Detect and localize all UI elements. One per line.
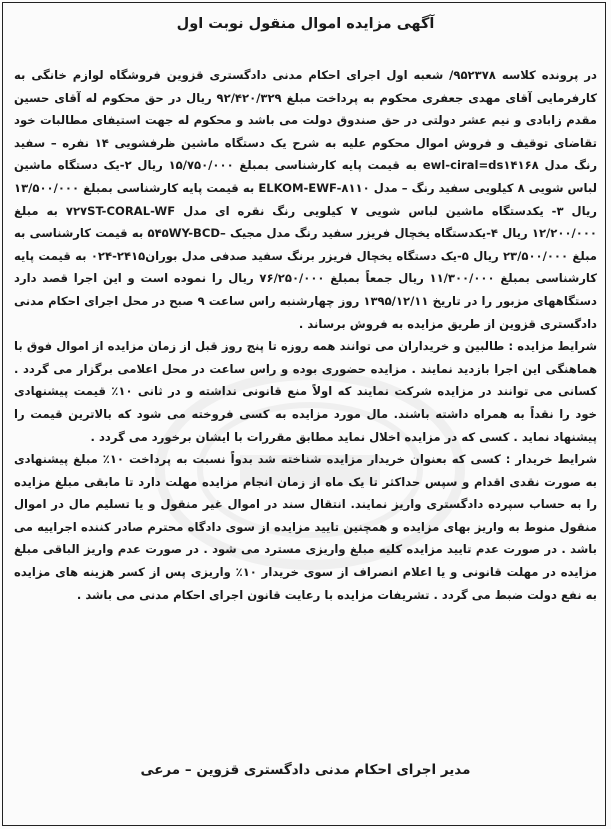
- notice-paragraph-auction-terms: شرایط مزایده : طالبین و خریداران می توانند همه روزه تا پنج روز قبل از زمان مزایده از اموال فوق با هماهنگی این اجرا بازدید نمایند . مزایده حضوری بوده و راس ساعت در محل اعلامی برگزار می گردد . کسانی می توانند در مزایده شرکت نمایند که اولاً منع قانونی نداشته و در ثانی ۱۰٪ قیمت پیشنهادی خود را نقداً به همراه داشته باشند. مال مورد مزایده به کسی فروخته می شود که بالاترین قیمت را پیشنهاد نماید . کسی که در مزایده اخلال نماید مطابق مقررات با ایشان برخورد می گردد .: [14, 339, 597, 444]
- notice-paragraph-case: در پرونده کلاسه ۹۵۲۳۷۸/ شعبه اول اجرای احکام مدنی دادگستری قزوین فروشگاه لوازم خانگی به کارفرمایی آقای مهدی جعفری محکوم به پرداخت مبلغ ۹۲/۴۲۰/۳۲۹ ریال در حق محکوم له آقای حسین مقدم زابادی و نیم عشر دولتی در حق صندوق دولت می باشد و محکوم له جهت استیفای مطالبات خود تقاضای توقیف و فروش اموال محکوم علیه به شرح یک دستگاه ماشین ظرفشویی ۱۴ نفره – سفید رنگ مدل ewl-ciral=ds۱۴۱۶۸ به قیمت پایه کارشناسی بمبلغ ۱۵/۷۵۰/۰۰۰ ریال ۲-یک دستگاه ماشین لباس شویی ۸ کیلویی سفید رنگ – مدل ELKOM-EWF-۸۱۱۰ به قیمت پایه کارشناسی بمبلغ ۱۳/۵۰۰/۰۰۰ ریال ۳- یکدستگاه ماشین لباس شویی ۷ کیلویی رنگ نقره ای مدل ۷۲۷ST-CORAL-WF به مبلغ ۱۲/۲۰۰/۰۰۰ ریال ۴-یکدستگاه یخچال فریزر سفید رنگ مدل مجیک –۵۴۵WY-BCD به قیمت کارشناسی به مبلغ ۲۳/۵۰۰/۰۰۰ ریال ۵-یک دستگاه یخچال فریزر برنگ سفید صدفی مدل بوران۲۴۱۵-۰۲۴ به قیمت پایه کارشناسی بمبلغ ۱۱/۳۰۰/۰۰۰ ریال جمعاً بمبلغ ۷۶/۲۵۰/۰۰۰ ریال را نموده است و این اجرا قصد دارد دستگاههای مزبور را در تاریخ ۱۳۹۵/۱۲/۱۱ روز چهارشنبه راس ساعت ۹ صبح در محل اجرای احکام مدنی دادگستری قزوین از طریق مزایده به فروش برساند .: [14, 68, 598, 331]
- notice-title: آگهی مزایده اموال منقول نوبت اول: [176, 16, 435, 32]
- notice-paragraph-buyer-terms: شرایط خریدار : کسی که بعنوان خریدار مزایده شناخته شد بدواً نسبت به پرداخت ۱۰٪ مبلغ پیشنهادی به صورت نقدی اقدام و سپس حداکثر تا یک ماه از زمان انجام مزایده مهلت دارد تا مابقی مبلغ مزایده را به حساب سپرده دادگستری واریز نمایند. انتقال سند در اموال غیر منقول و یا تسلیم مال در اموال منقول منوط به واریز بهای مزایده و همچنین تایید مزایده از سوی دادگاه محترم صادر کننده اجراییه می باشد . در صورت عدم تایید مزایده کلیه مبلغ واریزی مسترد می شود . در صورت عدم واریز الباقی مبلغ مزایده در مهلت قانونی و یا اعلام انصراف از سوی خریدار ۱۰٪ واریزی پس از کسر هزینه های مزایده به نفع دولت ضبط می گردد . تشریفات مزایده با رعایت قانون اجرای احکام مدنی می باشد .: [14, 452, 597, 602]
- notice-signature: مدیر اجرای احکام مدنی دادگستری قزوین – مرعی: [140, 762, 471, 778]
- notice-body: [14, 64, 597, 606]
